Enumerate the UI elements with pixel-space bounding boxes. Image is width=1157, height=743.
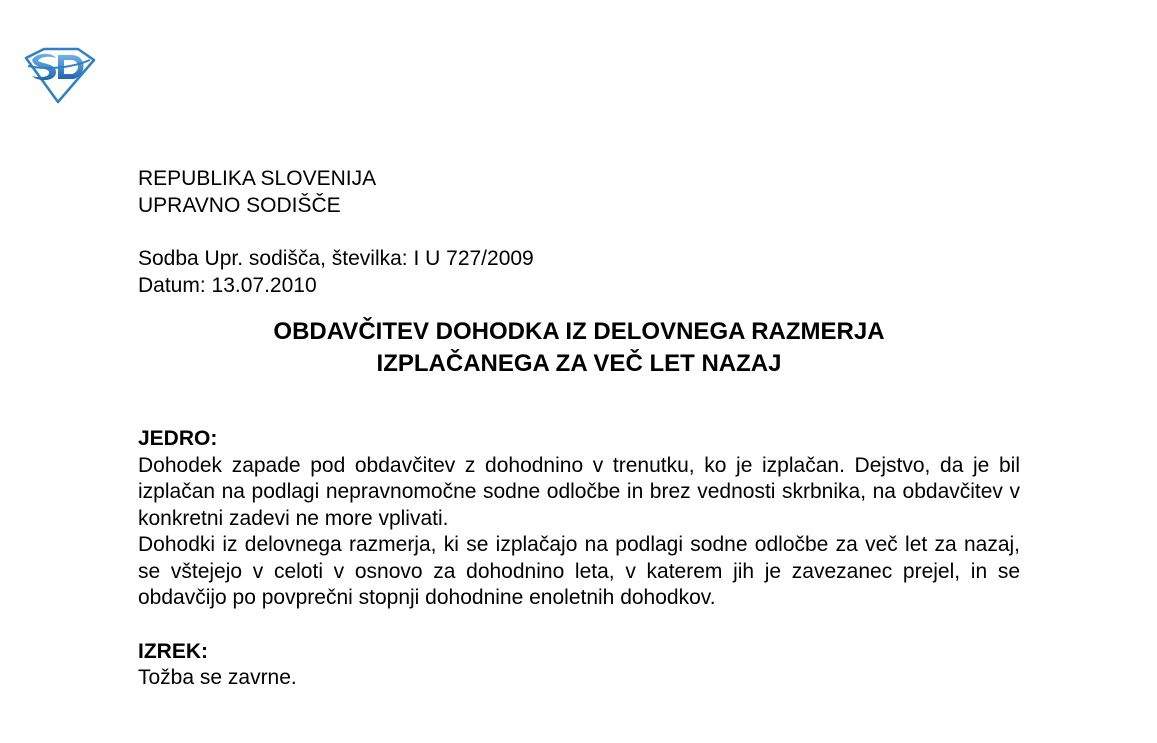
jedro-heading: JEDRO: bbox=[138, 427, 218, 450]
izrek-text: Tožba se zavrne. bbox=[138, 666, 297, 689]
court-name: UPRAVNO SODIŠČE bbox=[138, 193, 341, 217]
jedro-paragraph-1: Dohodek zapade pod obdavčitev z dohodnino v trenutku, ko je izplačan. Dejstvo, da je bil izplačan na podlagi nepravnomočne sodne odločbe in brez vednosti skrbnika, na obdavčitev v konkretni zadevi ne more vplivati. bbox=[138, 453, 1020, 530]
judgment-number: Sodba Upr. sodišča, številka: I U 727/2009 bbox=[138, 247, 534, 270]
document-title bbox=[138, 316, 1020, 380]
jedro-paragraph-2: Dohodki iz delovnega razmerja, ki se izplačajo na podlagi sodne odločbe za več let za nazaj, se vštejejo v celoti v osnovo za dohodnino leta, v katerem jih je zavezanec prejel, in se obdavčijo po povprečni stopnji dohodnine enoletnih dohodkov. bbox=[138, 533, 1020, 609]
judgment-date: Datum: 13.07.2010 bbox=[138, 273, 317, 297]
title-line-2: IZPLAČANEGA ZA VEČ LET NAZAJ bbox=[376, 350, 782, 377]
title-line-1: OBDAVČITEV DOHODKA IZ DELOVNEGA RAZMERJA bbox=[273, 318, 885, 345]
court-logo-icon bbox=[22, 46, 96, 104]
document-body bbox=[138, 166, 1020, 692]
izrek-heading: IZREK: bbox=[138, 639, 208, 663]
court-country: REPUBLIKA SLOVENIJA bbox=[138, 167, 377, 190]
